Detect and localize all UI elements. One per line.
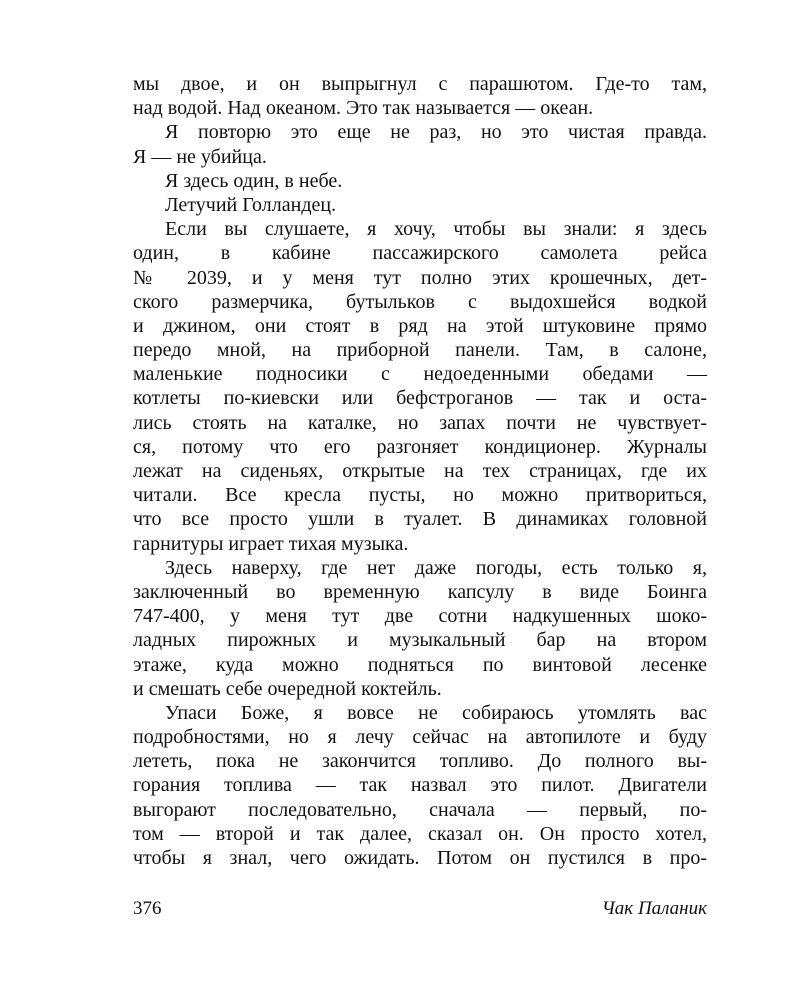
text-line: этаже, куда можно подняться по винтовой лесенке [133, 653, 707, 676]
text-line: читали. Все кресла пусты, но можно притвориться, [133, 484, 707, 507]
book-page-text [133, 72, 707, 870]
text-line: передо мной, на приборной панели. Там, в салоне, [133, 339, 707, 362]
text-line: Я — не убийца. [133, 145, 267, 168]
text-line: мы двое, и он выпрыгнул с парашютом. Где-то там, [133, 73, 707, 95]
text-line: Здесь наверху, где нет даже погоды, есть только я, [165, 556, 707, 579]
page-number: 376 [133, 898, 162, 919]
text-line: подробностями, но я лечу сейчас на автопилоте и буду [133, 726, 707, 749]
text-line: Если вы слушаете, я хочу, чтобы вы знали: я здесь [165, 218, 707, 241]
text-line: чтобы я знал, чего ожидать. Потом он пустился в про- [133, 847, 707, 869]
page-footer [133, 897, 707, 921]
text-line: лись стоять на каталке, но запах почти не чувствует- [133, 411, 707, 434]
text-line: горания топлива — так назвал это пилот. Двигатели [133, 774, 707, 797]
text-line: и смешать себе очередной коктейль. [133, 677, 442, 700]
text-line: маленькие подносики с недоеденными обедами — [133, 363, 707, 386]
text-line: Упаси Боже, я вовсе не собираюсь утомлять вас [165, 701, 707, 724]
text-line: лететь, пока не закончится топливо. До полного вы- [133, 750, 707, 773]
text-line: том — второй и так далее, сказал он. Он просто хотел, [133, 822, 707, 845]
text-line: Летучий Голландец. [165, 193, 337, 216]
text-line: ся, потому что его разгоняет кондиционер. Журналы [133, 435, 707, 458]
text-line: 747-400, у меня тут две сотни надкушенных шоко- [133, 605, 707, 628]
text-line: заключенный во временную капсулу в виде Боинга [133, 580, 707, 603]
text-line: Я повторю это еще не раз, но это чистая правда. [165, 121, 707, 144]
text-line: ладных пирожных и музыкальный бар на втором [133, 629, 707, 652]
text-line: выгорают последовательно, сначала — первый, по- [133, 798, 707, 821]
text-line: что все просто ушли в туалет. В динамиках головной [133, 508, 707, 531]
text-line: гарнитуры играет тихая музыка. [133, 532, 409, 555]
text-line: ского размерчика, бутыльков с выдохшейся водкой [133, 290, 707, 313]
text-line: котлеты по-киевски или бефстроганов — так и оста- [133, 387, 707, 410]
text-line: один, в кабине пассажирского самолета рейса [133, 242, 707, 265]
text-line: Я здесь один, в небе. [165, 169, 343, 192]
text-line: над водой. Над океаном. Это так называется — океан. [133, 97, 594, 120]
running-title-author: Чак Паланик [601, 898, 707, 919]
text-line: и джином, они стоят в ряд на этой штуковине прямо [133, 314, 707, 337]
text-line: № 2039, и у меня тут полно этих крошечных, дет- [133, 266, 707, 289]
text-line: лежат на сиденьях, открытые на тех страницах, где их [133, 460, 707, 482]
